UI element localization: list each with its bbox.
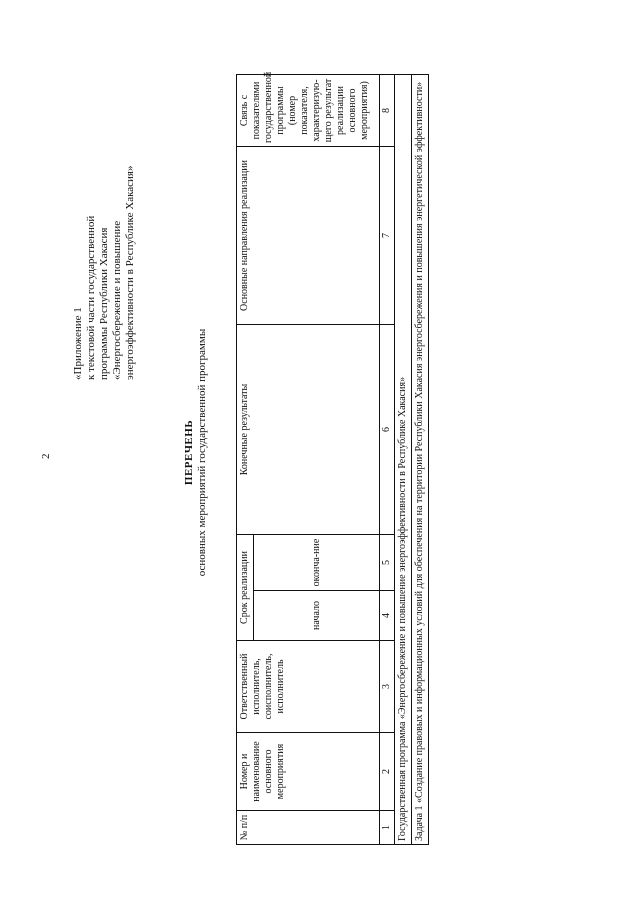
title-subtitle: основных мероприятий государственной программы [196,328,208,577]
header-executor: Ответственный исполнитель, соисполнитель, исполнитель [237,641,380,733]
col-number: 7 [380,147,395,325]
document-title [183,0,209,905]
page-number: 2 [40,453,52,459]
header-results: Конечные результаты [237,325,380,535]
numbering-row [380,75,395,845]
col-number: 4 [380,591,395,641]
header-end: оконча-ние [254,535,380,591]
measures-table [236,71,429,845]
col-number: 5 [380,535,395,591]
appendix-line: «Приложение 1 [72,307,84,380]
appendix-line: энергоэффективности в Республике Хакасия» [124,165,136,380]
col-number: 1 [380,811,395,845]
program-row-text: Государственная программа «Энергосбережение и повышение энергоэффективности в Республике Хакасия» [395,75,412,845]
appendix-line: «Энергосбережение и повышение [111,220,123,380]
program-row [395,75,412,845]
header-num: № п/п [237,811,380,845]
header-measure: Номер и наименование основного мероприятия [237,733,380,811]
appendix-line: программы Республики Хакасия [98,227,110,380]
col-number: 3 [380,641,395,733]
col-number: 2 [380,733,395,811]
header-term: Срок реализации [237,535,254,641]
task-row [412,75,429,845]
col-number: 6 [380,325,395,535]
task-row-text: Задача 1 «Создание правовых и информационных условий для обеспечения на территории Республики Хакасия энергосбережения и повышения энергетической эффективности» [412,75,429,845]
header-row [237,75,254,845]
header-directions: Основные направления реализации [237,147,380,325]
header-link: Связь с показателями государственной программы (номер показателя, характеризую-щего результат реализации основного мероприятия) [237,75,380,147]
col-number: 8 [380,75,395,147]
title-main: ПЕРЕЧЕНЬ [183,419,195,486]
header-start: начало [254,591,380,641]
appendix-line: к текстовой части государственной [85,215,97,380]
appendix-header [72,100,137,380]
